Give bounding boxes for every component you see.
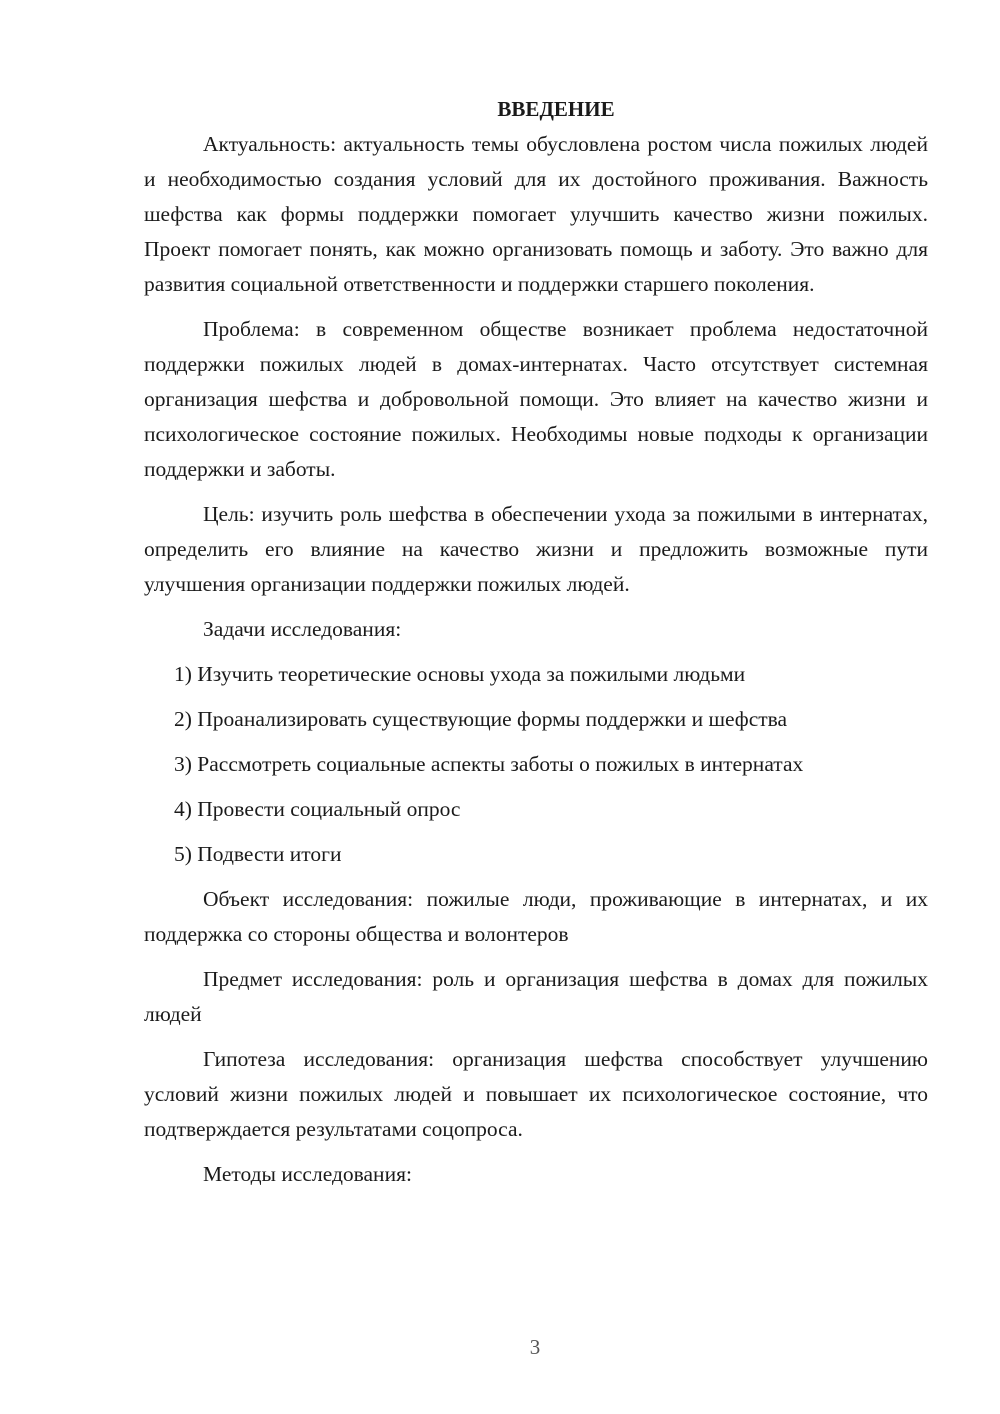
task-item: 1) Изучить теоретические основы ухода за пожилыми людьми	[174, 662, 746, 686]
page-number: 3	[529, 1335, 541, 1359]
tasks-label: Задачи исследования:	[203, 617, 402, 641]
section-heading: ВВЕДЕНИЕ	[497, 97, 615, 121]
subject-paragraph: Предмет исследования: роль и организация шефства в домах для пожилых людей	[144, 967, 928, 1026]
tasks-list	[144, 657, 928, 872]
goal-paragraph: Цель: изучить роль шефства в обеспечении ухода за пожилыми в интернатах, определить его влияние на качество жизни и предложить возможные пути улучшения организации поддержки пожилых людей.	[144, 502, 928, 596]
task-item: 3) Рассмотреть социальные аспекты заботы о пожилых в интернатах	[174, 752, 804, 776]
methods-label: Методы исследования:	[203, 1162, 412, 1186]
relevance-paragraph: Актуальность: актуальность темы обусловлена ростом числа пожилых людей и необходимостью создания условий для их достойного проживания. Важность шефства как формы поддержки помогает улучшить качество жизни пожилых. Проект помогает понять, как можно организовать помощь и заботу. Это важно для развития социальной ответственности и поддержки старшего поколения.	[144, 132, 928, 296]
task-item: 2) Проанализировать существующие формы поддержки и шефства	[174, 707, 788, 731]
problem-paragraph: Проблема: в современном обществе возникает проблема недостаточной поддержки пожилых людей в домах-интернатах. Часто отсутствует системная организация шефства и добровольной помощи. Это влияет на качество жизни и психологическое состояние пожилых. Необходимы новые подходы к организации поддержки и заботы.	[144, 317, 928, 481]
hypothesis-paragraph: Гипотеза исследования: организация шефства способствует улучшению условий жизни пожилых людей и повышает их психологическое состояние, что подтверждается результатами соцопроса.	[144, 1047, 928, 1141]
document-page	[144, 92, 928, 1202]
object-paragraph: Объект исследования: пожилые люди, проживающие в интернатах, и их поддержка со стороны общества и волонтеров	[144, 887, 928, 946]
task-item: 5) Подвести итоги	[174, 842, 342, 866]
task-item: 4) Провести социальный опрос	[174, 797, 461, 821]
